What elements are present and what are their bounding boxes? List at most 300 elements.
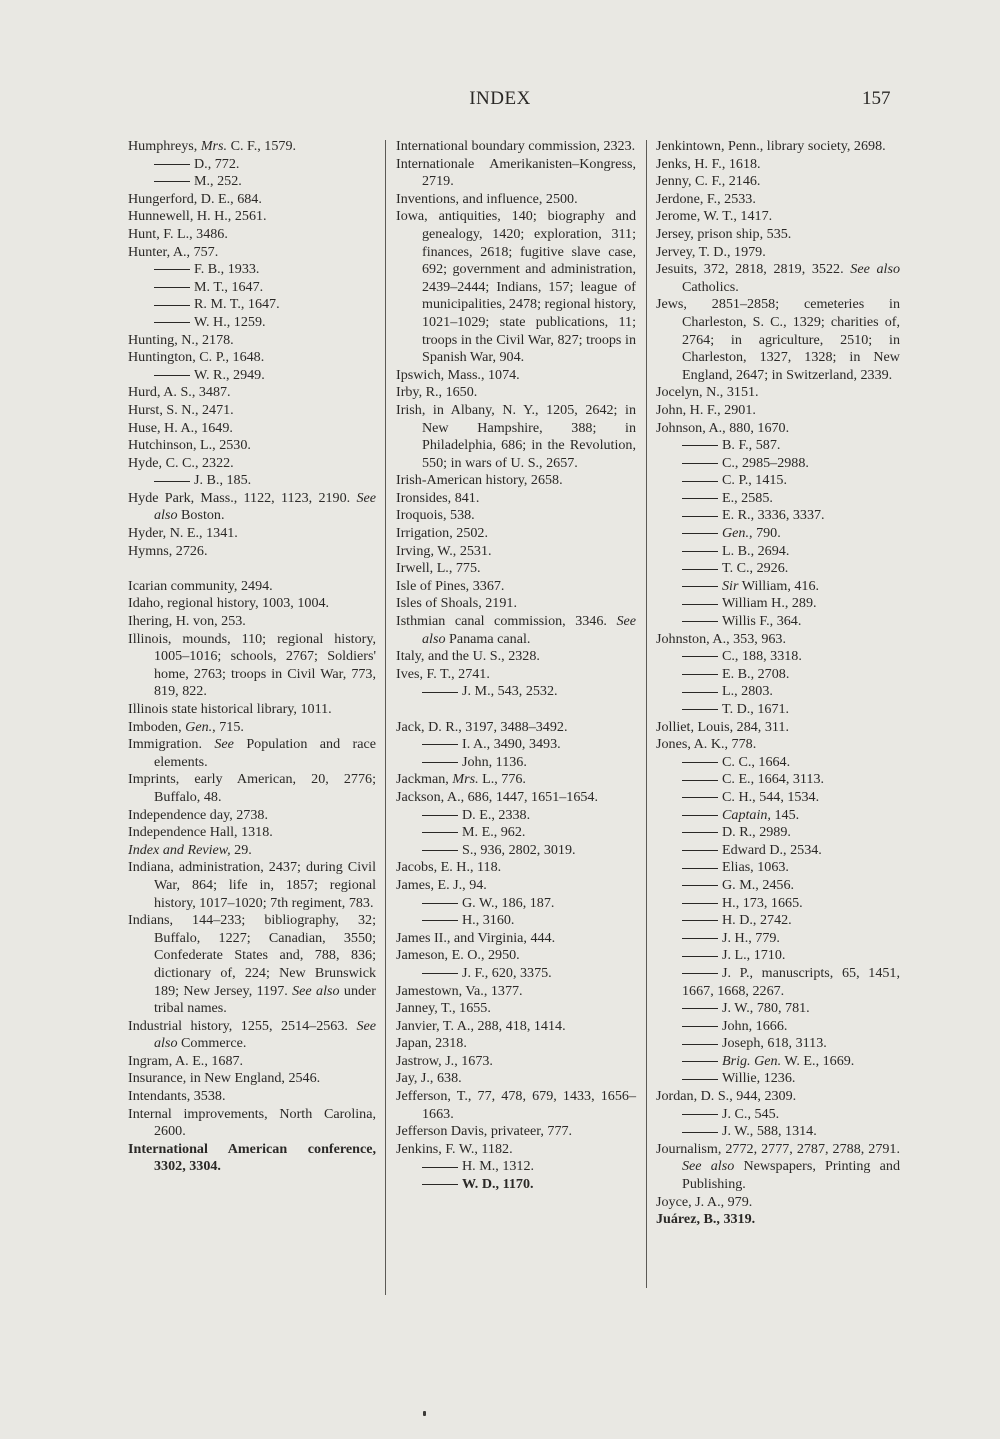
index-entry <box>128 1053 376 1071</box>
entry-text: Internationale Amerikanisten–Kongress, 2719. <box>396 155 636 190</box>
index-entry <box>128 771 376 806</box>
index-subentry <box>656 1053 900 1071</box>
index-subentry <box>656 490 900 508</box>
entry-text: Icarian community, 2494. <box>128 577 273 594</box>
index-entry <box>396 1053 636 1071</box>
index-entry <box>128 824 376 842</box>
entry-text: I. A., 3490, 3493. <box>462 736 561 753</box>
index-entry <box>396 208 636 366</box>
ditto-dash <box>422 1184 458 1185</box>
italic-text: See also <box>292 982 340 999</box>
entry-text: Jay, J., 638. <box>396 1070 462 1087</box>
index-entry <box>396 719 636 737</box>
entry-text: William H., 289. <box>722 595 817 612</box>
index-entry <box>396 156 636 191</box>
entry-text: Hungerford, D. E., 684. <box>128 190 262 207</box>
ditto-dash <box>682 1061 718 1062</box>
entry-text: Huntington, C. P., 1648. <box>128 349 265 366</box>
italic-text: Mrs. <box>200 138 228 154</box>
entry-text: Jacobs, E. H., 118. <box>396 859 502 876</box>
index-entry <box>656 736 900 754</box>
index-entry <box>128 420 376 438</box>
entry-text: Journalism, 2772, 2777, 2787, 2788, 2791. <box>656 1140 900 1157</box>
entry-text: D. E., 2338. <box>462 806 531 823</box>
index-subentry <box>656 701 900 719</box>
index-entry <box>656 244 900 262</box>
index-entry <box>128 736 376 771</box>
entry-text: International American conference, 3302, 3304. <box>128 1140 376 1175</box>
index-entry <box>396 578 636 596</box>
index-entry <box>656 296 900 384</box>
index-entry <box>128 525 376 543</box>
index-entry <box>128 1088 376 1106</box>
entry-text: John, H. F., 2901. <box>656 401 756 418</box>
index-subentry <box>396 736 636 754</box>
index-subentry <box>656 683 900 701</box>
entry-text: Ingram, A. E., 1687. <box>128 1052 244 1069</box>
page-number: 157 <box>862 88 891 109</box>
ditto-dash <box>682 956 718 957</box>
entry-text: Panama canal. <box>445 630 531 647</box>
index-subentry <box>396 683 636 701</box>
ditto-dash <box>154 322 190 323</box>
index-entry <box>396 666 636 684</box>
page-title: INDEX <box>469 88 531 109</box>
entry-text: Iroquois, 538. <box>396 507 475 524</box>
entry-text: Newspapers, Printing and Publishing. <box>682 1158 900 1193</box>
ditto-dash <box>422 920 458 921</box>
index-subentry <box>656 437 900 455</box>
entry-text: Imboden, <box>128 718 186 735</box>
index-subentry <box>396 824 636 842</box>
entry-text: J. H., 779. <box>722 929 780 946</box>
entry-text: James, E. J., 94. <box>396 876 487 893</box>
index-subentry <box>656 965 900 1000</box>
index-entry <box>128 719 376 737</box>
index-subentry <box>656 1035 900 1053</box>
entry-text: Jerome, W. T., 1417. <box>656 208 773 225</box>
index-entry <box>128 1018 376 1053</box>
ditto-dash <box>422 1167 458 1168</box>
entry-text: R. M. T., 1647. <box>194 296 280 313</box>
index-entry <box>396 384 636 402</box>
index-subentry <box>656 877 900 895</box>
entry-text: International boundary commission, 2323. <box>396 138 636 154</box>
index-entry <box>128 226 376 244</box>
index-entry <box>656 226 900 244</box>
ditto-dash <box>422 815 458 816</box>
index-entry <box>656 173 900 191</box>
column-divider <box>646 140 647 1288</box>
entry-text: Willis F., 364. <box>722 613 802 630</box>
index-entry <box>396 595 636 613</box>
entry-text: Iowa, antiquities, 140; biography and genealogy, 1420; exploration, 311; finances, 2618; fugitive slave case, 692; government and administration, 2439–2444; Indians, 157; league of municipalities, 2478; regional history, 1021–1029; state publications, 11; troops in the Civil War, 827; troops in Spanish War, 904. <box>396 208 636 366</box>
entry-text: Illinois state historical library, 1011. <box>128 701 332 717</box>
ditto-dash <box>154 305 190 306</box>
ditto-dash <box>682 463 718 464</box>
ditto-dash <box>682 868 718 869</box>
index-subentry <box>656 1000 900 1018</box>
entry-text: Jastrow, J., 1673. <box>396 1052 493 1069</box>
index-subentry <box>656 1123 900 1141</box>
entry-text: , 715. <box>212 718 244 735</box>
entry-text: Jones, A. K., 778. <box>656 736 757 753</box>
entry-text: Imprints, early American, 20, 2776; Buffalo, 48. <box>128 771 376 805</box>
entry-text: Commerce. <box>177 1035 247 1052</box>
ditto-dash <box>682 1026 718 1027</box>
entry-text: W. D., 1170. <box>462 1176 534 1193</box>
index-entry <box>396 191 636 209</box>
index-subentry <box>656 455 900 473</box>
entry-text: Jack, D. R., 3197, 3488–3492. <box>396 718 568 735</box>
index-entry <box>396 472 636 490</box>
entry-text: C., 188, 3318. <box>722 648 802 665</box>
index-entry <box>396 525 636 543</box>
index-column-1 <box>128 138 376 1176</box>
index-entry <box>656 1088 900 1106</box>
index-subentry <box>656 789 900 807</box>
italic-text: Gen. <box>185 718 213 735</box>
entry-text: Jameson, E. O., 2950. <box>396 947 520 964</box>
index-subentry <box>656 930 900 948</box>
entry-text: Isthmian canal commission, 3346. <box>396 613 617 630</box>
entry-text: Jocelyn, N., 3151. <box>656 384 759 401</box>
index-entry <box>128 595 376 613</box>
entry-text: D., 772. <box>194 155 240 172</box>
index-entry <box>128 191 376 209</box>
index-entry <box>656 719 900 737</box>
entry-text: Jervey, T. D., 1979. <box>656 243 766 260</box>
entry-text: Hunting, N., 2178. <box>128 331 234 348</box>
entry-text: Hyde, C. C., 2322. <box>128 454 234 471</box>
index-subentry <box>656 842 900 860</box>
index-entry <box>396 930 636 948</box>
entry-text: C. H., 544, 1534. <box>722 788 820 805</box>
ditto-dash <box>682 762 718 763</box>
ditto-dash <box>682 709 718 710</box>
entry-text: Jenny, C. F., 2146. <box>656 173 761 190</box>
index-subentry <box>396 842 636 860</box>
entry-text: J. M., 543, 2532. <box>462 683 558 700</box>
index-subentry <box>656 666 900 684</box>
ditto-dash <box>154 287 190 288</box>
italic-text: See <box>214 736 234 753</box>
ditto-dash <box>682 516 718 517</box>
ditto-dash <box>682 832 718 833</box>
entry-text: C. C., 1664. <box>722 753 791 770</box>
index-entry <box>656 384 900 402</box>
index-entry <box>396 771 636 789</box>
index-subentry <box>656 560 900 578</box>
index-entry <box>128 859 376 912</box>
italic-text: Index and Review, <box>128 841 231 858</box>
index-entry <box>656 208 900 226</box>
index-entry <box>396 1070 636 1088</box>
index-subentry <box>656 912 900 930</box>
index-subentry <box>396 1176 636 1194</box>
index-entry <box>128 490 376 525</box>
entry-text: John, 1136. <box>462 753 527 770</box>
index-entry <box>128 631 376 701</box>
index-subentry <box>128 296 376 314</box>
index-subentry <box>656 1106 900 1124</box>
entry-text: James II., and Virginia, 444. <box>396 929 556 946</box>
index-subentry <box>656 472 900 490</box>
entry-text: M. E., 962. <box>462 824 526 841</box>
index-entry <box>656 138 900 156</box>
italic-text: Captain, <box>722 806 771 823</box>
ditto-dash <box>682 498 718 499</box>
entry-text: H. D., 2742. <box>722 912 792 929</box>
index-entry <box>128 244 376 262</box>
index-entry <box>128 437 376 455</box>
entry-text: Hymns, 2726. <box>128 542 208 559</box>
entry-text: Boston. <box>177 507 225 524</box>
entry-text: Hutchinson, L., 2530. <box>128 437 251 454</box>
ditto-dash <box>422 762 458 763</box>
entry-text: John, 1666. <box>722 1017 788 1034</box>
entry-text: Ironsides, 841. <box>396 489 480 506</box>
index-entry <box>128 138 376 156</box>
index-subentry <box>396 1158 636 1176</box>
index-subentry <box>656 824 900 842</box>
entry-text: Jackson, A., 686, 1447, 1651–1654. <box>396 788 599 805</box>
index-entry <box>656 420 900 438</box>
index-entry <box>128 349 376 367</box>
ditto-dash <box>154 164 190 165</box>
italic-text: See also <box>422 613 636 647</box>
entry-text: Elias, 1063. <box>722 859 789 876</box>
index-entry <box>656 1141 900 1194</box>
entry-text: B. F., 587. <box>722 437 781 454</box>
index-entry <box>128 912 376 1018</box>
entry-text: W. E., 1669. <box>781 1052 855 1069</box>
ditto-dash <box>682 973 718 974</box>
ditto-dash <box>682 1044 718 1045</box>
ditto-dash <box>682 621 718 622</box>
index-entry <box>128 332 376 350</box>
index-entry <box>396 367 636 385</box>
entry-text: Hunt, F. L., 3486. <box>128 225 228 242</box>
index-entry <box>128 807 376 825</box>
index-entry <box>128 402 376 420</box>
entry-text: Indiana, administration, 2437; during Civil War, 864; life in, 1857; regional history, 1017–1020; 7th regiment, 783. <box>128 859 376 911</box>
entry-text: Ives, F. T., 2741. <box>396 665 490 682</box>
entry-text: C. F., 1579. <box>227 138 297 154</box>
entry-text: Ipswich, Mass., 1074. <box>396 366 520 383</box>
index-subentry <box>656 525 900 543</box>
index-subentry <box>128 472 376 490</box>
entry-text: Intendants, 3538. <box>128 1088 226 1105</box>
index-entry <box>396 877 636 895</box>
index-entry <box>128 1141 376 1176</box>
entry-text: Idaho, regional history, 1003, 1004. <box>128 595 330 612</box>
italic-text: Mrs. <box>452 771 479 788</box>
ditto-dash <box>154 181 190 182</box>
ink-speck <box>423 1411 426 1416</box>
entry-text: Irving, W., 2531. <box>396 542 492 559</box>
index-subentry <box>396 965 636 983</box>
ditto-dash <box>682 1132 718 1133</box>
ditto-dash <box>682 903 718 904</box>
entry-text: E., 2585. <box>722 489 773 506</box>
italic-text: See also <box>154 489 376 524</box>
entry-text: Joyce, J. A., 979. <box>656 1193 753 1210</box>
entry-text: G. M., 2456. <box>722 876 795 893</box>
index-entry <box>396 402 636 472</box>
index-subentry <box>656 754 900 772</box>
italic-text: Brig. Gen. <box>722 1052 782 1069</box>
entry-text: Irby, R., 1650. <box>396 384 478 401</box>
index-entry <box>396 859 636 877</box>
ditto-dash <box>682 780 718 781</box>
entry-text: Hyde Park, Mass., 1122, 1123, 2190. <box>128 489 357 506</box>
ditto-dash <box>682 885 718 886</box>
index-entry <box>128 613 376 631</box>
index-entry <box>396 138 636 156</box>
index-entry <box>396 490 636 508</box>
entry-text: L., 2803. <box>722 683 773 700</box>
index-subentry <box>656 595 900 613</box>
entry-text: Independence day, 2738. <box>128 806 268 823</box>
entry-text: , 790. <box>749 525 781 542</box>
entry-text: Immigration. <box>128 736 215 753</box>
entry-text: W. H., 1259. <box>194 313 266 330</box>
index-entry <box>656 191 900 209</box>
ditto-dash <box>682 1114 718 1115</box>
entry-text: H., 173, 1665. <box>722 894 803 911</box>
entry-text: T. D., 1671. <box>722 701 790 717</box>
entry-text: T. C., 2926. <box>722 560 789 577</box>
entry-text: Hunnewell, H. H., 2561. <box>128 208 267 225</box>
index-entry <box>656 1211 900 1229</box>
ditto-dash <box>422 973 458 974</box>
ditto-dash <box>682 674 718 675</box>
index-entry <box>396 1088 636 1123</box>
entry-text: Joseph, 618, 3113. <box>722 1035 827 1052</box>
entry-text: Industrial history, 1255, 2514–2563. <box>128 1017 357 1034</box>
index-entry <box>128 578 376 596</box>
entry-text: J. F., 620, 3375. <box>462 964 552 981</box>
entry-text: Ihering, H. von, 253. <box>128 613 246 630</box>
index-subentry <box>396 754 636 772</box>
column-divider <box>385 140 386 1295</box>
index-subentry <box>128 173 376 191</box>
ditto-dash <box>682 938 718 939</box>
entry-text: Indians, 144–233; bibliography, 32; Buffalo, 1227; Canadian, 3550; Confederate States and, 788, 836; dictionary of, 224; New Brunswick 189; New Jersey, 1197. <box>128 912 376 999</box>
entry-text: J. L., 1710. <box>722 947 786 964</box>
entry-text: Isles of Shoals, 2191. <box>396 595 517 612</box>
index-entry <box>128 701 376 719</box>
entry-text: Independence Hall, 1318. <box>128 824 273 841</box>
entry-text: D. R., 2989. <box>722 824 791 841</box>
index-subentry <box>396 807 636 825</box>
index-entry <box>396 1035 636 1053</box>
index-entry <box>656 1194 900 1212</box>
entry-text: Jenkins, F. W., 1182. <box>396 1140 513 1157</box>
entry-text: Hurd, A. S., 3487. <box>128 384 231 401</box>
index-subentry <box>396 912 636 930</box>
entry-text: E. R., 3336, 3337. <box>722 507 825 524</box>
index-subentry <box>656 613 900 631</box>
ditto-dash <box>422 692 458 693</box>
entry-text: J. P., manuscripts, 65, 1451, 1667, 1668, 2267. <box>682 964 900 999</box>
index-entry <box>396 789 636 807</box>
entry-text: J. W., 780, 781. <box>722 1000 810 1017</box>
entry-text: E. B., 2708. <box>722 665 790 682</box>
entry-text: Jamestown, Va., 1377. <box>396 982 523 999</box>
ditto-dash <box>682 533 718 534</box>
entry-text: Johnson, A., 880, 1670. <box>656 419 790 436</box>
entry-text: Jenks, H. F., 1618. <box>656 155 761 172</box>
index-subentry <box>656 895 900 913</box>
entry-text: Jolliet, Louis, 284, 311. <box>656 718 789 735</box>
entry-text: H., 3160. <box>462 912 515 929</box>
ditto-dash <box>682 586 718 587</box>
entry-text: Jefferson, T., 77, 478, 679, 1433, 1656–1663. <box>396 1088 636 1122</box>
entry-text: Johnston, A., 353, 963. <box>656 630 786 647</box>
ditto-dash <box>682 1008 718 1009</box>
index-entry <box>396 648 636 666</box>
index-entry <box>128 1106 376 1141</box>
entry-text: Willie, 1236. <box>722 1070 796 1087</box>
entry-text: Jesuits, 372, 2818, 2819, 3522. <box>656 261 851 278</box>
ditto-dash <box>154 481 190 482</box>
ditto-dash <box>422 744 458 745</box>
italic-text: See also <box>850 261 901 278</box>
index-subentry <box>656 578 900 596</box>
entry-text: Hurst, S. N., 2471. <box>128 401 234 418</box>
index-subentry <box>656 771 900 789</box>
ditto-dash <box>682 445 718 446</box>
entry-text: M. T., 1647. <box>194 278 264 295</box>
ditto-dash <box>422 903 458 904</box>
index-subentry <box>656 507 900 525</box>
index-entry <box>128 842 376 860</box>
index-entry <box>656 156 900 174</box>
ditto-dash <box>682 481 718 482</box>
index-subentry <box>128 314 376 332</box>
entry-text: Jefferson Davis, privateer, 777. <box>396 1123 573 1140</box>
ditto-dash <box>682 656 718 657</box>
index-subentry <box>656 947 900 965</box>
ditto-dash <box>422 832 458 833</box>
index-subentry <box>128 156 376 174</box>
index-subentry <box>656 859 900 877</box>
ditto-dash <box>682 815 718 816</box>
italic-text: See also <box>154 1017 376 1052</box>
entry-text: J. W., 588, 1314. <box>722 1123 817 1140</box>
index-entry <box>656 402 900 420</box>
italic-text: Sir <box>722 577 739 594</box>
entry-text: Hyder, N. E., 1341. <box>128 525 238 542</box>
index-entry <box>128 455 376 473</box>
entry-text: W. R., 2949. <box>194 366 265 383</box>
ditto-dash <box>682 1079 718 1080</box>
index-entry <box>396 947 636 965</box>
index-subentry <box>656 807 900 825</box>
index-entry <box>396 543 636 561</box>
entry-text: Irwell, L., 775. <box>396 560 481 577</box>
italic-text: Gen. <box>722 525 750 542</box>
ditto-dash <box>422 850 458 851</box>
entry-text: Jerdone, F., 2533. <box>656 190 756 207</box>
index-subentry <box>128 367 376 385</box>
index-entry <box>128 384 376 402</box>
entry-text: Jersey, prison ship, 535. <box>656 225 792 242</box>
ditto-dash <box>682 692 718 693</box>
entry-text: L. B., 2694. <box>722 542 790 559</box>
